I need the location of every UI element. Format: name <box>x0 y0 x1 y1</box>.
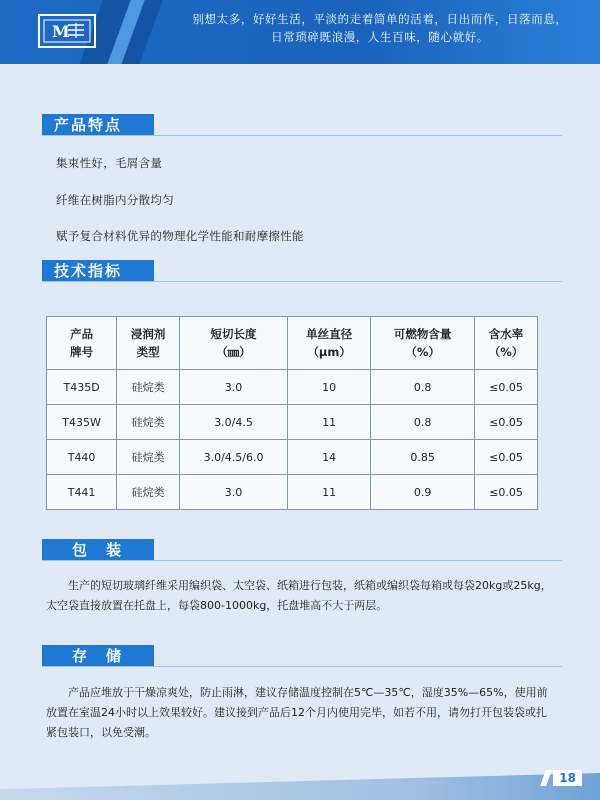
cell-length: 3.0 <box>180 475 288 510</box>
header-cell: 浸润剂 类型 <box>117 317 180 370</box>
cell-sizing: 硅烷类 <box>117 405 180 440</box>
cell-grade: T440 <box>47 440 117 475</box>
packaging-text: 生产的短切玻璃纤维采用编织袋、太空袋、纸箱进行包装，纸箱或编织袋每箱或每袋20kg或25kg，太空袋直接放置在托盘上，每袋800-1000kg，托盘堆高不大于两层。 <box>46 579 552 612</box>
section-title-packaging: 包 装 <box>42 539 154 561</box>
header-slogan <box>180 10 580 46</box>
table-row <box>47 405 538 440</box>
header-cell: 短切长度 （㎜） <box>180 317 288 370</box>
section-divider <box>42 666 562 667</box>
cell-length: 3.0/4.5/6.0 <box>180 440 288 475</box>
cell-diameter: 14 <box>288 440 371 475</box>
slogan-line-2: 日常琐碎既浪漫，人生百味，随心就好。 <box>271 30 489 44</box>
section-title-storage: 存 储 <box>42 645 154 667</box>
section-divider <box>42 560 562 561</box>
section-title-specs: 技术指标 <box>42 260 154 282</box>
feature-item: 纤维在树脂内分散均匀 <box>56 193 174 207</box>
section-divider <box>42 135 562 136</box>
table-row <box>47 475 538 510</box>
cell-length: 3.0 <box>180 370 288 405</box>
cell-moisture: ≤0.05 <box>474 440 537 475</box>
storage-text: 产品应堆放于干燥凉爽处，防止雨淋，建议存储温度控制在5℃—35℃，湿度35%—65%，使用前放置在室温24小时以上效果较好。建议接到产品后12个月内使用完毕，如若不用，请勿打开包装袋或扎紧包装口，以免受潮。 <box>46 686 548 739</box>
cell-grade: T435D <box>47 370 117 405</box>
slogan-line-1: 别想太多，好好生活，平淡的走着简单的活着，日出而作，日落而息， <box>192 12 568 26</box>
header-cell: 含水率 （%） <box>474 317 537 370</box>
table-row <box>47 370 538 405</box>
header-cell: 产品 牌号 <box>47 317 117 370</box>
cell-grade: T435W <box>47 405 117 440</box>
cell-combustible: 0.8 <box>371 405 475 440</box>
footer-band <box>0 773 600 800</box>
cell-diameter: 10 <box>288 370 371 405</box>
company-logo <box>38 14 96 48</box>
svg-text:M: M <box>52 22 70 41</box>
cell-moisture: ≤0.05 <box>474 405 537 440</box>
cell-sizing: 硅烷类 <box>117 475 180 510</box>
header-banner <box>0 0 600 64</box>
cell-sizing: 硅烷类 <box>117 370 180 405</box>
cell-diameter: 11 <box>288 405 371 440</box>
section-divider <box>42 281 562 282</box>
cell-combustible: 0.9 <box>371 475 475 510</box>
section-title-features: 产品特点 <box>42 114 154 136</box>
cell-diameter: 11 <box>288 475 371 510</box>
cell-combustible: 0.85 <box>371 440 475 475</box>
feature-item: 集束性好，毛屑含量 <box>56 156 163 170</box>
header-cell: 单丝直径 （μm） <box>288 317 371 370</box>
cell-grade: T441 <box>47 475 117 510</box>
spec-table-header-row <box>47 317 538 370</box>
cell-moisture: ≤0.05 <box>474 475 537 510</box>
page-number: 18 <box>553 770 582 786</box>
table-row <box>47 440 538 475</box>
header-cell: 可燃物含量 （%） <box>371 317 475 370</box>
spec-table <box>46 316 538 510</box>
cell-combustible: 0.8 <box>371 370 475 405</box>
cell-length: 3.0/4.5 <box>180 405 288 440</box>
cell-sizing: 硅烷类 <box>117 440 180 475</box>
cell-moisture: ≤0.05 <box>474 370 537 405</box>
feature-item: 赋予复合材料优异的物理化学性能和耐摩擦性能 <box>56 229 304 243</box>
